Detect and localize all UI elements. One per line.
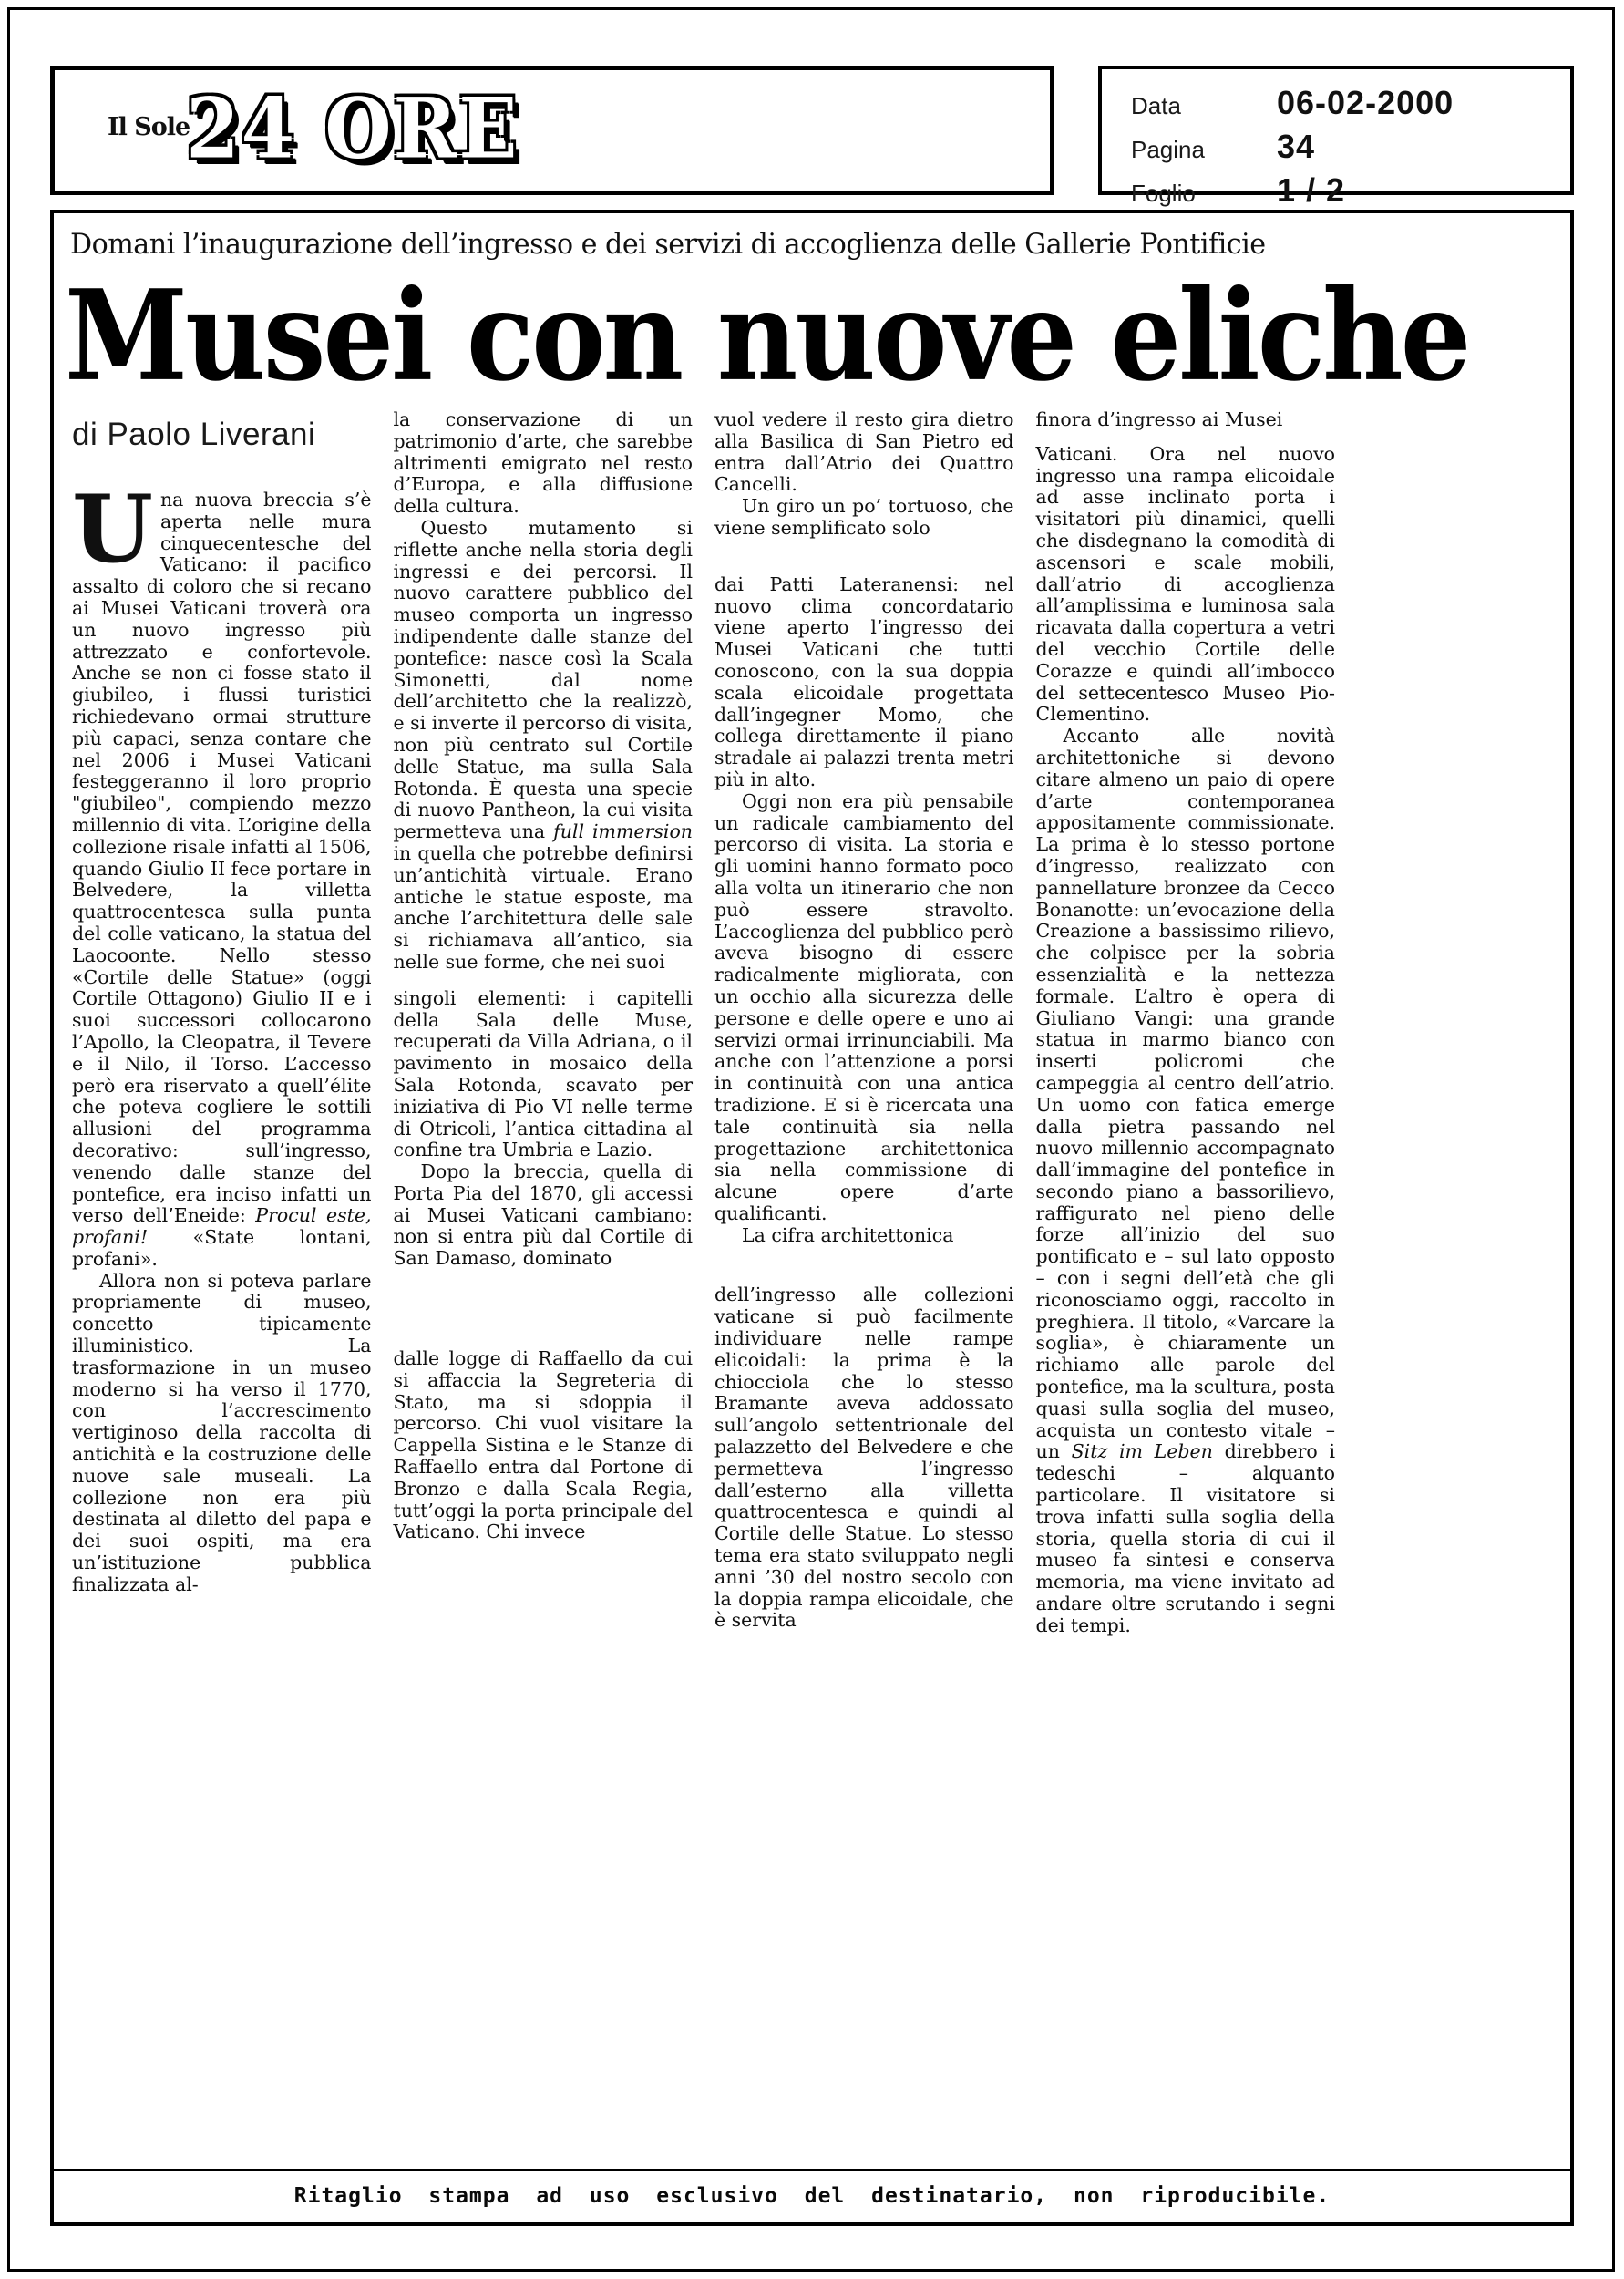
drop-cap: U [72, 475, 153, 584]
article-paragraph: Dopo la breccia, quella di Porta Pia del 1870, gli accessi ai Musei Vaticani cambiano: non si entra più dal Cortile di San Damaso, dominato [393, 1160, 693, 1270]
logo-name: 24 ORE [186, 79, 519, 177]
article-paragraph: Un giro un po’ tortuoso, che viene semplificato solo [714, 495, 1014, 539]
page-value: 34 [1277, 128, 1316, 165]
article-paragraph: singoli elementi: i capitelli della Sala delle Muse, recuperati da Villa Adriana, o il pavimento in mosaico della Sala Rotonda, scavato per iniziativa di Pio VI nelle terme di Otricoli, l’antica cittadina al confine tra Umbria e Lazio. [393, 986, 693, 1161]
info-row-date [1131, 84, 1570, 122]
masthead-box [50, 66, 1054, 195]
article-columns [72, 409, 1335, 1831]
newspaper-logo [108, 79, 519, 177]
sheet-label: Foglio [1131, 180, 1196, 207]
info-row-sheet [1131, 171, 1570, 210]
clipping-info-box [1098, 66, 1574, 209]
article-paragraph: dell’ingresso alle collezioni vaticane si può facilmente individuare nelle rampe elicoidali: la prima è la chiocciola che lo stesso Bramante aveva addossato sull’angolo settentrionale del palazzetto del Belvedere e che permetteva l’ingresso dall’esterno alla villetta quattrocentesca e quindi al Cortile delle Statue. Lo stesso tema era stato sviluppato negli anni ’30 del nostro secolo con la doppia rampa elicoidale, che è servita [714, 1284, 1014, 1632]
article-paragraph: dai Patti Lateranensi: nel nuovo clima concordatario viene aperto l’ingresso dei Musei Vaticani che tutti conoscono, con la sua doppia scala elicoidale progettata dall’ingegner Momo, che collega direttamente il piano stradale ai palazzi trenta metri più in alto. [714, 572, 1014, 790]
headline: Musei con nuove eliche [65, 262, 1469, 409]
date-value: 06-02-2000 [1277, 84, 1454, 121]
footer-disclaimer: Ritaglio stampa ad uso esclusivo del destinatario, non riproducibile. [54, 2169, 1570, 2222]
column-2 [394, 409, 694, 1831]
article-paragraph: Accanto alle novità architettoniche si devono citare almeno un paio di opere d’arte contemporanea appositamente commissionate. La prima è lo stesso portone d’ingresso, realizzato con pannellature bronzee da Cecco Bonanotte: un’evocazione della Creazione a bassissimo rilievo, che colpisce per la sobria essenzialità e la nettezza formale. L’altro è opera di Giuliano Vangi: una grande statua in marmo bianco con inserti policromi che campeggia al centro dell’atrio. Un uomo con fatica emerge dalla pietra passando nel nuovo millennio accompagnato dall’immagine del pontefice in secondo piano a bassorilievo, raffigurato nel pieno delle forze all’inizio del suo pontificato e – sul lato opposto – con i segni dell’età che gli riconosciamo oggi, raccolto in preghiera. Il titolo, «Varcare la soglia», è chiaramente un richiamo alle parole del pontefice, ma la scultura, posta quasi sulla soglia del museo, acquista un contesto vitale – un Sitz im Leben direbbero i tedeschi – alquanto particolare. Il visitatore si trova infatti sulla soglia della storia, quella storia di cui il museo fa sintesi e conserva memoria, ma viene invitato ad andare oltre scrutando i segni dei tempi. [1035, 725, 1335, 1636]
column-3 [714, 409, 1014, 1831]
column-4 [1036, 409, 1336, 1831]
article-box [50, 210, 1574, 2226]
column-1 [72, 409, 372, 1831]
date-label: Data [1131, 92, 1181, 119]
logo-prefix: Il Sole [108, 113, 190, 141]
article-paragraph: Questo mutamento si riflette anche nella storia degli ingressi e dei percorsi. Il nuovo carattere pubblico del museo comporta un ingresso indipendente dalle stanze del pontefice: nasce così la Scala Simonetti, dal nome dell’architetto che la realizzò, e si inverte il percorso di visita, non più centrato sul Cortile delle Statue, ma sulla Sala Rotonda. È questa una specie di nuovo Pantheon, la cui visita permetteva una full immersion in quella che potrebbe definirsi un’antichità virtuale. Erano antiche le statue esposte, ma anche l’architettura delle sale si richiamava all’antico, sia nelle sue forme, che nei suoi [393, 516, 693, 973]
sheet-value: 1 / 2 [1277, 171, 1346, 209]
article-paragraph: Allora non si poteva parlare propriamente di museo, concetto tipicamente illuministico. La trasformazione in un museo moderno si ha verso il 1770, con l’accrescimento vertiginoso della raccolta di antichità e la costruzione delle nuove sale museali. La collezione non era più destinata al diletto del papa e dei suoi ospiti, ma era un’istituzione pubblica finalizzata al- [72, 1269, 372, 1595]
article-paragraph: Vaticani. Ora nel nuovo ingresso una rampa elicoidale ad asse inclinato porta i visitatori più dinamici, quelli che disdegnano la comodità di ascensori e scale mobili, dall’atrio di accoglienza all’amplissima e luminosa sala ricavata dalla copertura a vetri del vecchio Cortile delle Corazze e quindi all’imbocco del settecentesco Museo Pio-Clementino. [1035, 442, 1335, 726]
kicker: Domani l’inaugurazione dell’ingresso e dei servizi di accoglienza delle Gallerie Pontificie [70, 228, 1266, 261]
info-row-page [1131, 128, 1570, 166]
page-label: Pagina [1131, 136, 1205, 163]
article-paragraph: Una nuova breccia s’è aperta nelle mura cinquecentesche del Vaticano: il pacifico assalto di coloro che si recano ai Musei Vaticani troverà ora un nuovo ingresso più attrezzato e confortevole. Anche se non ci fosse stato il giubileo, i flussi turistici richiedevano ormai strutture più capaci, senza contare che nel 2006 i Musei Vaticani festeggeranno il loro proprio "giubileo", compiendo mezzo millennio di vita. L’origine della collezione risale infatti al 1506, quando Giulio II fece portare in Belvedere, la villetta quattrocentesca sulla punta del colle vaticano, la statua del Laocoonte. Nello stesso «Cortile delle Statue» (oggi Cortile Ottagono) Giulio II e i suoi successori collocarono l’Apollo, la Cleopatra, il Tevere e il Nilo, il Torso. L’accesso però era riservato a quell’élite che poteva cogliere le sottili allusioni del programma decorativo: sull’ingresso, venendo dalle stanze del pontefice, era inciso infatti un verso dell’Eneide: Procul este, profani! «State lontani, profani». [72, 475, 372, 1270]
article-paragraph: la conservazione di un patrimonio d’arte, che sarebbe altrimenti emigrato nel resto d’Europa, e alla diffusione della cultura. [393, 409, 693, 518]
article-paragraph: finora d’ingresso ai Musei [1035, 409, 1283, 430]
article-paragraph: La cifra architettonica [742, 1223, 954, 1246]
article-paragraph: vuol vedere il resto gira dietro alla Basilica di San Pietro ed entra dall’Atrio dei Quattro Cancelli. [714, 409, 1014, 496]
article-paragraph: dalle logge di Raffaello da cui si affaccia la Segreteria di Stato, ma si sdoppia il percorso. Chi vuol visitare la Cappella Sistina e le Stanze di Raffaello entra dal Portone di Bronzo e dalla Scala Regia, tutt’oggi la porta principale del Vaticano. Chi invece [393, 1347, 693, 1543]
byline: di Paolo Liverani [72, 417, 316, 452]
article-paragraph: Oggi non era più pensabile un radicale cambiamento del percorso di visita. La storia e gli uomini hanno formato poco alla volta un itinerario che non può essere stravolto. L’accoglienza del pubblico però aveva bisogno di essere radicalmente migliorata, con un occhio alla sicurezza delle persone e delle opere e uno ai servizi ormai irrinunciabili. Ma anche con l’attenzione a porsi in continuità con una antica tradizione. E si è ricercata una tale continuità sia nella progettazione architettonica sia nella commissione di alcune opere d’arte qualificanti. [714, 789, 1014, 1224]
